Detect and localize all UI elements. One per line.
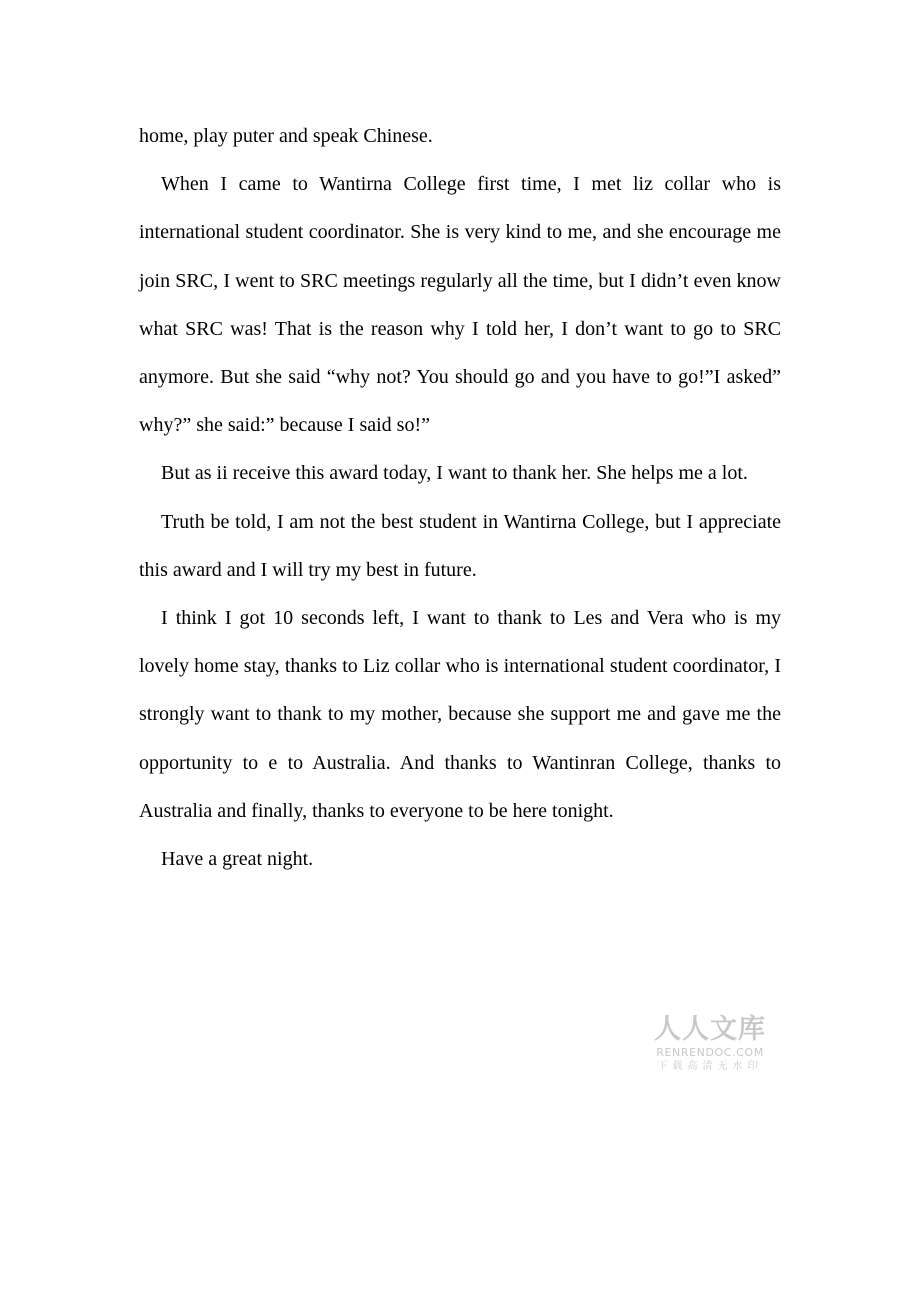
watermark-subtitle: 下载高清无水印 <box>657 1061 763 1072</box>
paragraph-2: When I came to Wantirna College first time, I met liz collar who is international student coordinator. She is very kind to me, and she encourage me join SRC, I went to SRC meetings regularly all the time, but I didn’t even know what SRC was! That is the reason why I told her, I don’t want to go to SRC anymore. But she said “why not? You should go and you have to go!”I asked” why?” she said:” because I said so!” <box>139 173 781 437</box>
paragraph-5: I think I got 10 seconds left, I want to thank to Les and Vera who is my lovely home stay, thanks to Liz collar who is international student coordinator, I strongly want to thank to my mother, because she support me and gave me the opportunity to e to Australia. And thanks to Wantinran College, thanks to Australia and finally, thanks to everyone to be here tonight. <box>139 607 781 822</box>
document-body <box>139 112 781 883</box>
paragraph-1: home, play puter and speak Chinese. <box>139 125 433 147</box>
paragraph-4: Truth be told, I am not the best student in Wantirna College, but I appreciate this award and I will try my best in future. <box>139 510 781 581</box>
paragraph-6: Have a great night. <box>161 848 314 871</box>
watermark-title: 人人文库 <box>654 1014 766 1045</box>
watermark-logo <box>648 1014 772 1074</box>
paragraph-3: But as ii receive this award today, I want to thank her. She helps me a lot. <box>161 462 748 485</box>
watermark-url: RENRENDOC.COM <box>656 1046 764 1059</box>
